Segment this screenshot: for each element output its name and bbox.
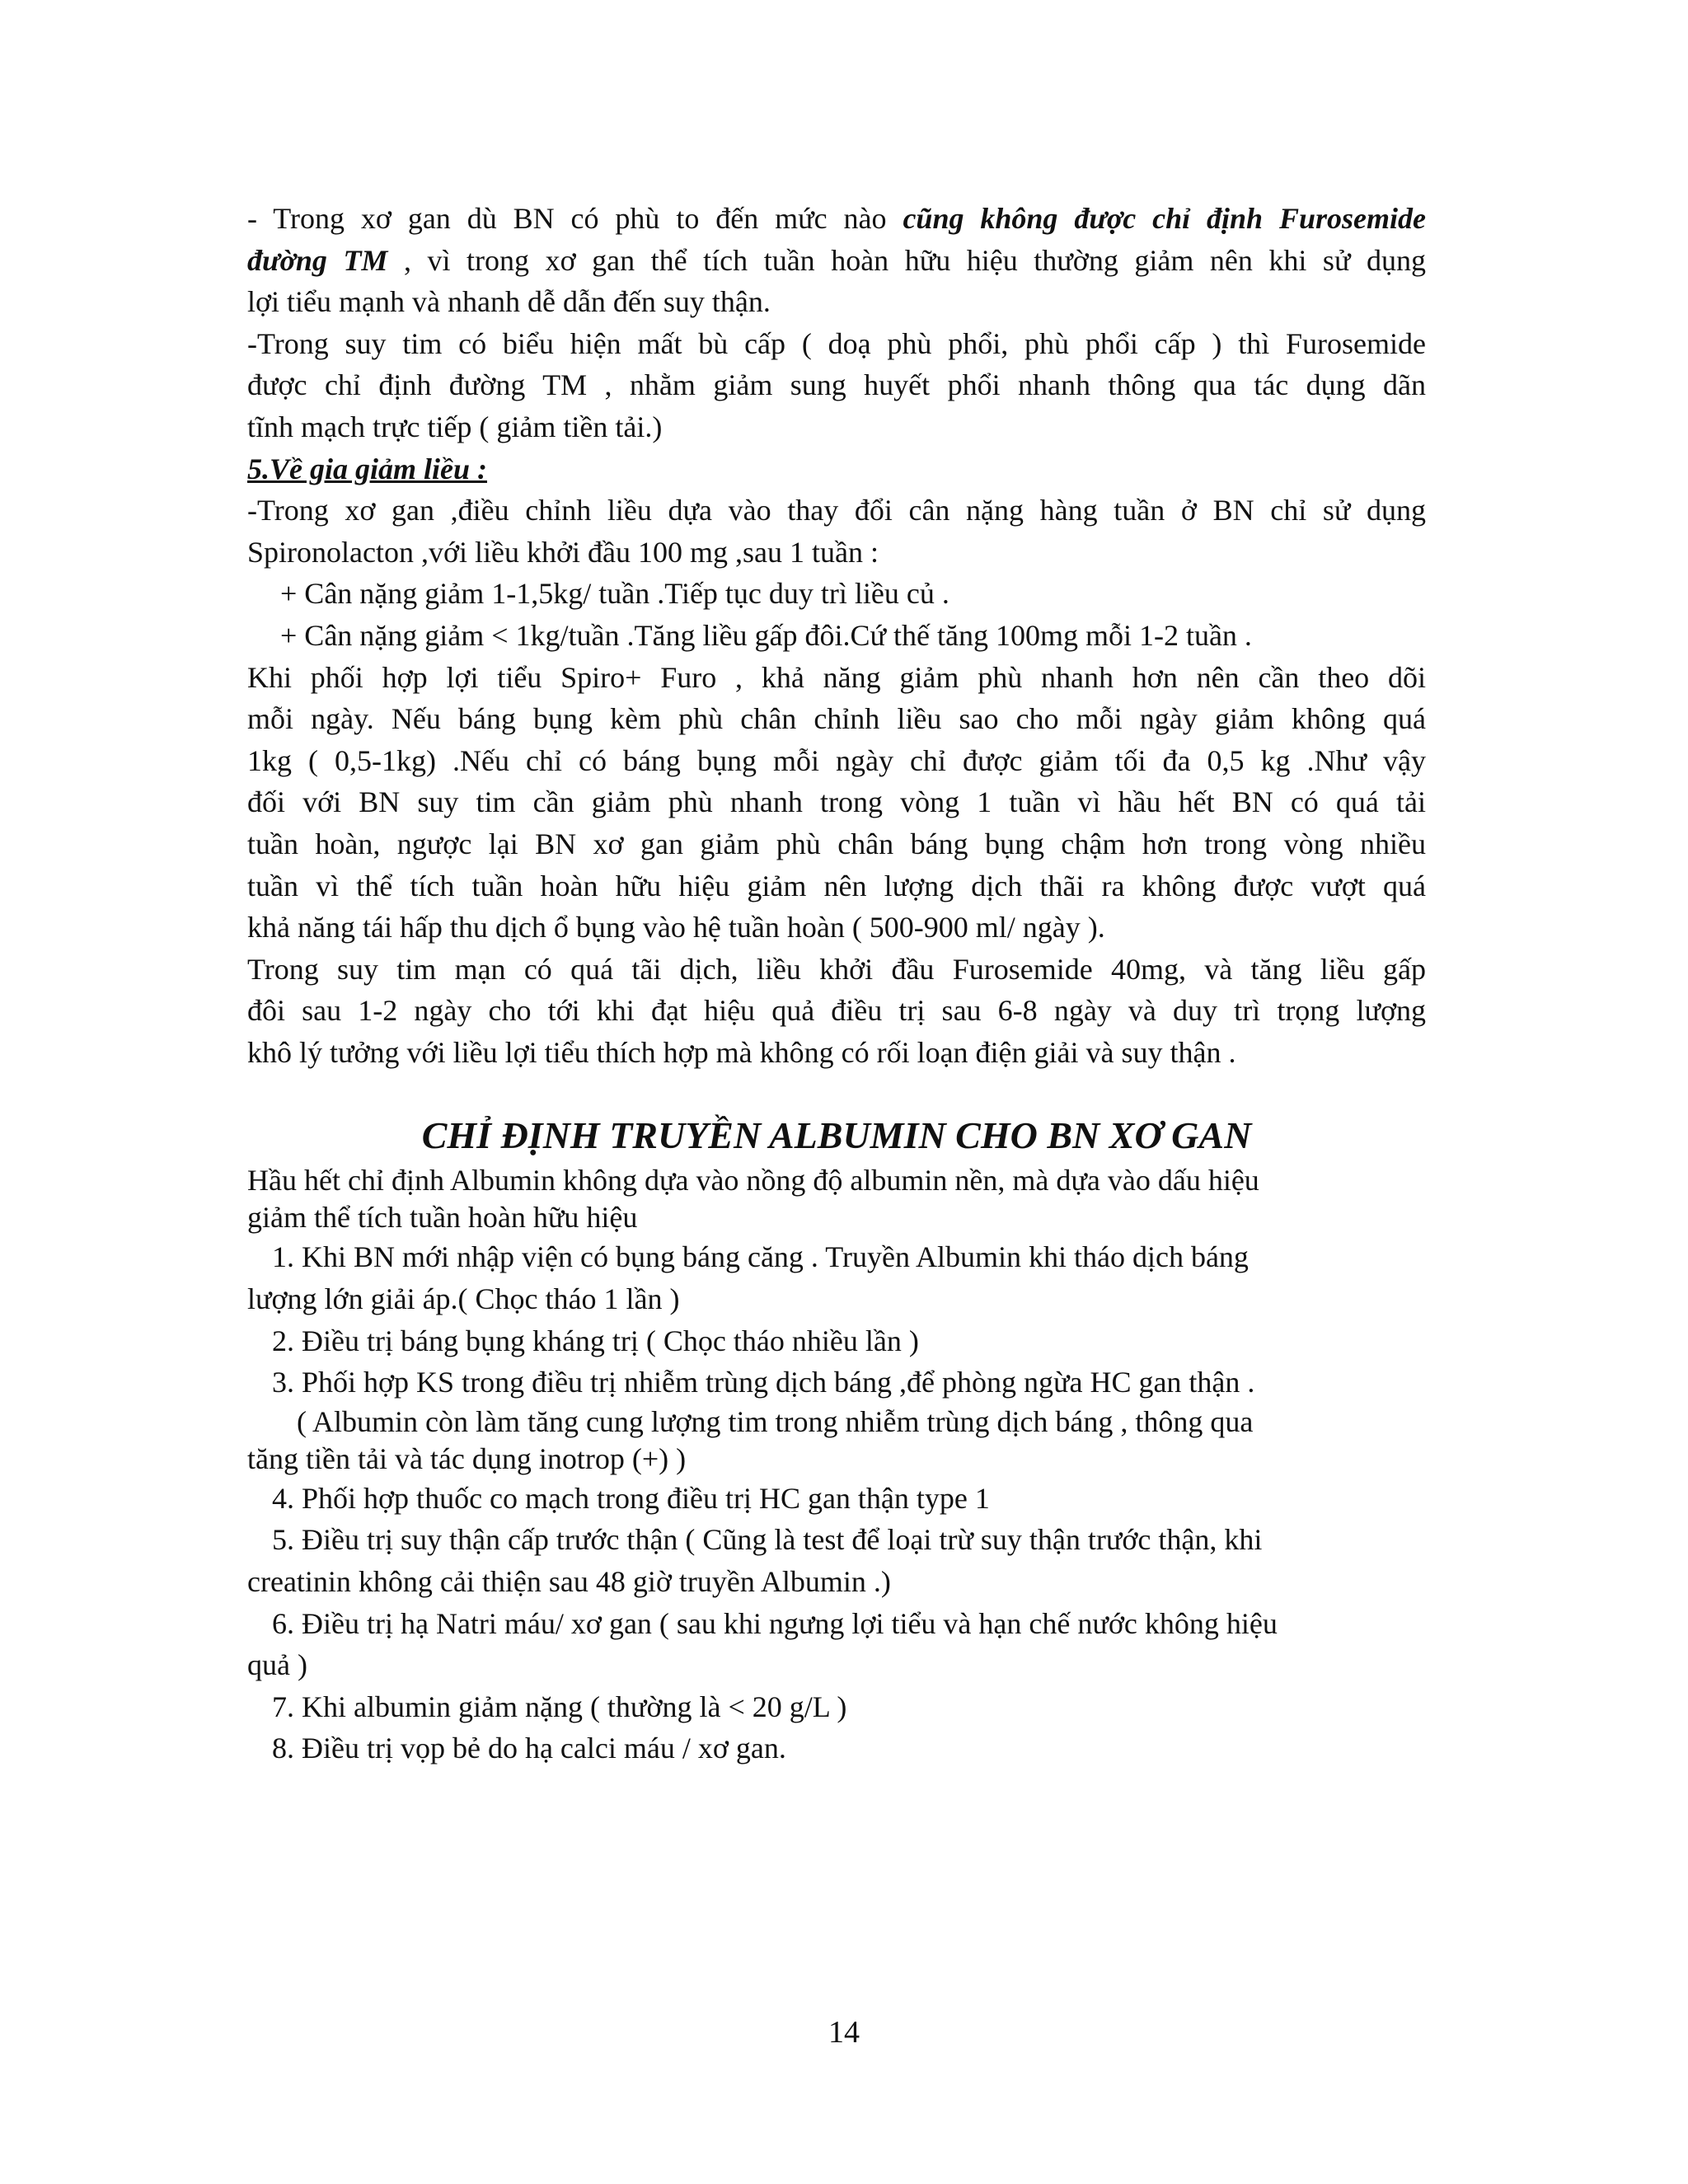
- section-title: CHỈ ĐỊNH TRUYỀN ALBUMIN CHO BN XƠ GAN: [421, 1114, 1252, 1157]
- text-line: khô lý tưởng với liều lợi tiểu thích hợp mà không có rối loạn điện giải và suy thận .: [247, 1035, 1236, 1069]
- text-line: đôi sau 1-2 ngày cho tới khi đạt hiệu quả điều trị sau 6-8 ngày và duy trì trọng lượng: [247, 994, 1426, 1028]
- text-line: lượng lớn giải áp.( Chọc tháo 1 lần ): [247, 1282, 680, 1316]
- list-item: 7. Khi albumin giảm nặng ( thường là < 20 g/L ): [272, 1690, 847, 1723]
- text-line: quả ): [247, 1648, 307, 1682]
- list-item: 2. Điều trị báng bụng kháng trị ( Chọc tháo nhiều lần ): [272, 1324, 919, 1357]
- document-body: [247, 198, 1426, 1769]
- text-line: Trong suy tim mạn có quá tãi dịch, liều khởi đầu Furosemide 40mg, và tăng liều gấp: [247, 952, 1426, 986]
- list-item: + Cân nặng giảm < 1kg/tuần .Tăng liều gấp đôi.Cứ thế tăng 100mg mỗi 1-2 tuần .: [280, 618, 1252, 652]
- emphasis-text: cũng không được chỉ định Furosemide: [903, 202, 1426, 235]
- text-line: [247, 198, 1426, 240]
- text-line: ( Albumin còn làm tăng cung lượng tim trong nhiễm trùng dịch báng , thông qua: [297, 1404, 1254, 1438]
- text-line: được chỉ định đường TM , nhằm giảm sung huyết phổi nhanh thông qua tác dụng dãn: [247, 368, 1426, 402]
- text-line: -Trong xơ gan ,điều chỉnh liều dựa vào thay đổi cân nặng hàng tuần ở BN chỉ sử dụng: [247, 494, 1426, 527]
- text-line: đối với BN suy tim cần giảm phù nhanh trong vòng 1 tuần vì hầu hết BN có quá tải: [247, 785, 1426, 819]
- list-item: 8. Điều trị vọp bẻ do hạ calci máu / xơ gan.: [272, 1732, 786, 1765]
- text-line: Hầu hết chỉ định Albumin không dựa vào nồng độ albumin nền, mà dựa vào dấu hiệu: [247, 1164, 1259, 1197]
- text-line: Spironolacton ,với liều khởi đầu 100 mg ,sau 1 tuần :: [247, 535, 879, 569]
- list-item: 3. Phối hợp KS trong điều trị nhiễm trùng dịch báng ,để phòng ngừa HC gan thận .: [272, 1366, 1255, 1399]
- text-line: tuần hoàn, ngược lại BN xơ gan giảm phù chân báng bụng chậm hơn trong vòng nhiều: [247, 827, 1426, 860]
- text-line: khả năng tái hấp thu dịch ổ bụng vào hệ tuần hoàn ( 500-900 ml/ ngày ).: [247, 911, 1105, 944]
- text-line: -Trong suy tim có biểu hiện mất bù cấp ( doạ phù phổi, phù phổi cấp ) thì Furosemide: [247, 326, 1426, 360]
- list-item: + Cân nặng giảm 1-1,5kg/ tuần .Tiếp tục duy trì liều củ .: [280, 577, 950, 611]
- emphasis-text: đường TM: [247, 243, 388, 277]
- list-item: 6. Điều trị hạ Natri máu/ xơ gan ( sau khi ngưng lợi tiểu và hạn chế nước không hiệu: [272, 1606, 1278, 1640]
- text-span: , vì trong xơ gan thể tích tuần hoàn hữu hiệu thường giảm nên khi sử dụng: [387, 243, 1426, 277]
- section-heading: 5.Về gia giảm liều :: [247, 452, 487, 485]
- text-line: tăng tiền tải và tác dụng inotrop (+) ): [247, 1441, 687, 1475]
- list-item: 4. Phối hợp thuốc co mạch trong điều trị HC gan thận type 1: [272, 1481, 990, 1515]
- text-span: - Trong xơ gan dù BN có phù to đến mức nào: [247, 202, 903, 235]
- list-item: 1. Khi BN mới nhập viện có bụng báng căng . Truyền Albumin khi tháo dịch báng: [272, 1240, 1249, 1274]
- text-line: Khi phối hợp lợi tiểu Spiro+ Furo , khả năng giảm phù nhanh hơn nên cần theo dõi: [247, 660, 1426, 694]
- text-line: giảm thể tích tuần hoàn hữu hiệu: [247, 1201, 638, 1235]
- text-line: [247, 240, 1426, 282]
- text-line: tĩnh mạch trực tiếp ( giảm tiền tải.): [247, 410, 663, 443]
- list-item: 5. Điều trị suy thận cấp trước thận ( Cũng là test để loại trừ suy thận trước thận, khi: [272, 1523, 1263, 1557]
- text-line: 1kg ( 0,5-1kg) .Nếu chỉ có báng bụng mỗi ngày chỉ được giảm tối đa 0,5 kg .Như vậy: [247, 743, 1426, 777]
- text-line: tuần vì thể tích tuần hoàn hữu hiệu giảm nên lượng dịch thãi ra không được vượt quá: [247, 869, 1426, 902]
- text-line: creatinin không cải thiện sau 48 giờ truyền Albumin .): [247, 1565, 891, 1599]
- page-number: 14: [828, 2015, 860, 2050]
- text-line: lợi tiểu mạnh và nhanh dễ dẫn đến suy thận.: [247, 285, 771, 319]
- text-line: mỗi ngày. Nếu báng bụng kèm phù chân chỉnh liều sao cho mỗi ngày giảm không quá: [247, 702, 1426, 736]
